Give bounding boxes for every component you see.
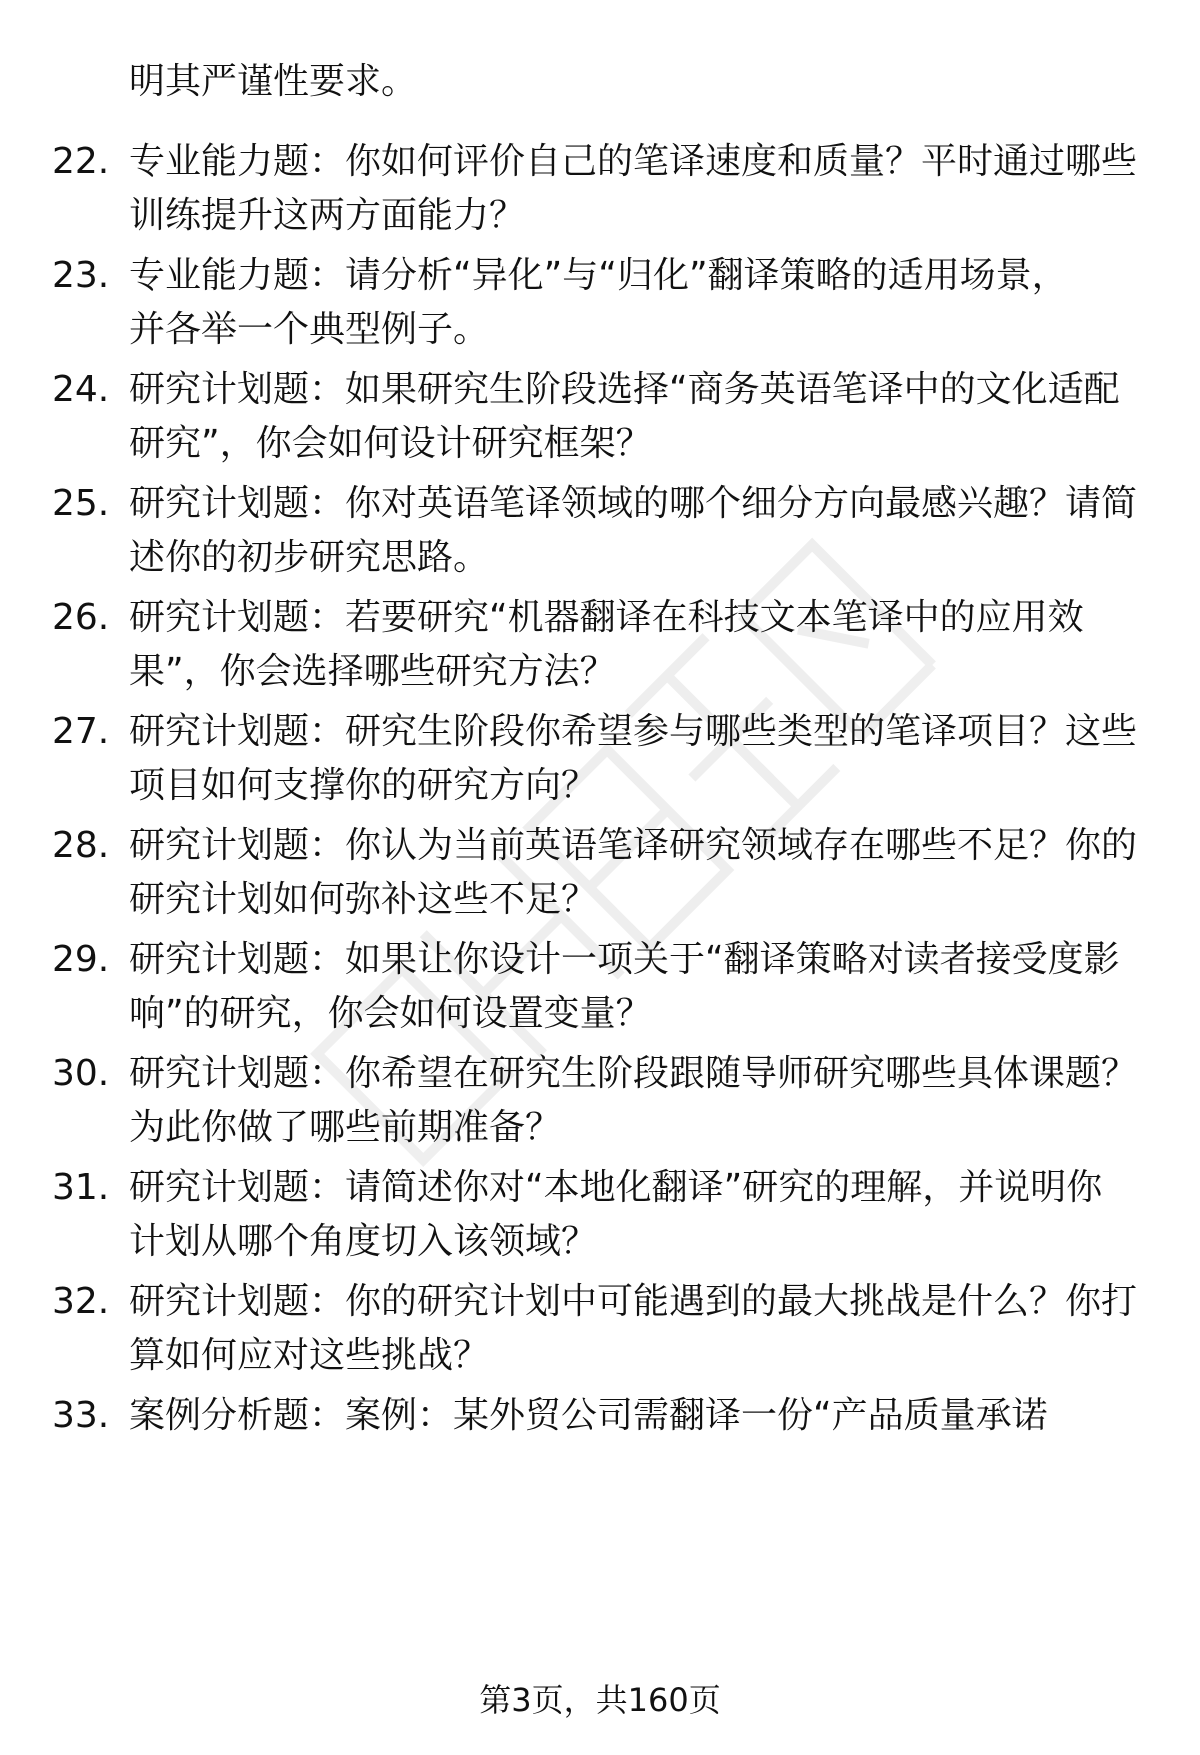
question-number: 25. — [52, 483, 110, 524]
question-item — [0, 1278, 1200, 1388]
page-footer: 第3页，共160页 — [479, 1681, 721, 1719]
question-text-line: 研究计划题：你对英语笔译领域的哪个细分方向最感兴趣？请简 — [129, 483, 1138, 524]
question-number: 24. — [52, 369, 110, 410]
question-text-line: 项目如何支撑你的研究方向？ — [129, 765, 598, 806]
question-number: 26. — [52, 597, 110, 638]
question-number: 28. — [52, 825, 110, 866]
question-number: 22. — [52, 141, 110, 182]
question-text-line: 训练提升这两方面能力？ — [129, 195, 526, 236]
question-text-line: 研究计划如何弥补这些不足？ — [129, 879, 598, 920]
question-text-line: 为此你做了哪些前期准备？ — [129, 1107, 562, 1148]
question-number: 30. — [52, 1053, 110, 1094]
question-item — [0, 138, 1200, 248]
question-text-line: 果”，你会选择哪些研究方法？ — [129, 651, 616, 692]
question-text-line: 案例分析题：案例：某外贸公司需翻译一份“产品质量承诺 — [129, 1395, 1048, 1436]
question-text-line: 研究”，你会如何设计研究框架？ — [129, 423, 652, 464]
question-number: 29. — [52, 939, 110, 980]
question-number: 27. — [52, 711, 110, 752]
question-text-line: 研究计划题：如果研究生阶段选择“商务英语笔译中的文化适配 — [129, 369, 1120, 410]
question-text-line: 专业能力题：你如何评价自己的笔译速度和质量？平时通过哪些 — [129, 141, 1138, 182]
question-text-line: 研究计划题：若要研究“机器翻译在科技文本笔译中的应用效 — [129, 597, 1084, 638]
question-text-line: 响”的研究，你会如何设置变量？ — [129, 993, 652, 1034]
question-text-line: 研究计划题：如果让你设计一项关于“翻译策略对读者接受度影 — [129, 939, 1120, 980]
question-text-line: 研究计划题：你认为当前英语笔译研究领域存在哪些不足？你的 — [129, 825, 1138, 866]
question-text-line: 并各举一个典型例子。 — [129, 309, 490, 350]
question-text-line: 专业能力题：请分析“异化”与“归化”翻译策略的适用场景， — [129, 255, 1068, 296]
question-item — [0, 480, 1200, 590]
question-text-line: 研究计划题：请简述你对“本地化翻译”研究的理解，并说明你 — [129, 1167, 1103, 1208]
continued-text: 明其严谨性要求。 — [129, 61, 418, 102]
question-item — [0, 822, 1200, 932]
question-item — [0, 366, 1200, 476]
question-text-line: 研究计划题：你的研究计划中可能遇到的最大挑战是什么？你打 — [129, 1281, 1138, 1322]
question-item — [0, 1392, 1200, 1502]
question-number: 23. — [52, 255, 110, 296]
question-item — [0, 1050, 1200, 1160]
question-text-line: 研究计划题：你希望在研究生阶段跟随导师研究哪些具体课题？ — [129, 1053, 1138, 1094]
question-text-line: 算如何应对这些挑战？ — [129, 1335, 490, 1376]
question-number: 32. — [52, 1281, 110, 1322]
question-number: 33. — [52, 1395, 110, 1436]
question-text-line: 研究计划题：研究生阶段你希望参与哪些类型的笔译项目？这些 — [129, 711, 1138, 752]
question-text-line: 述你的初步研究思路。 — [129, 537, 490, 578]
question-text-line: 计划从哪个角度切入该领域？ — [129, 1221, 598, 1262]
question-item — [0, 936, 1200, 1046]
question-item — [0, 252, 1200, 362]
question-item — [0, 1164, 1200, 1274]
question-item — [0, 708, 1200, 818]
question-number: 31. — [52, 1167, 110, 1208]
question-item — [0, 594, 1200, 704]
